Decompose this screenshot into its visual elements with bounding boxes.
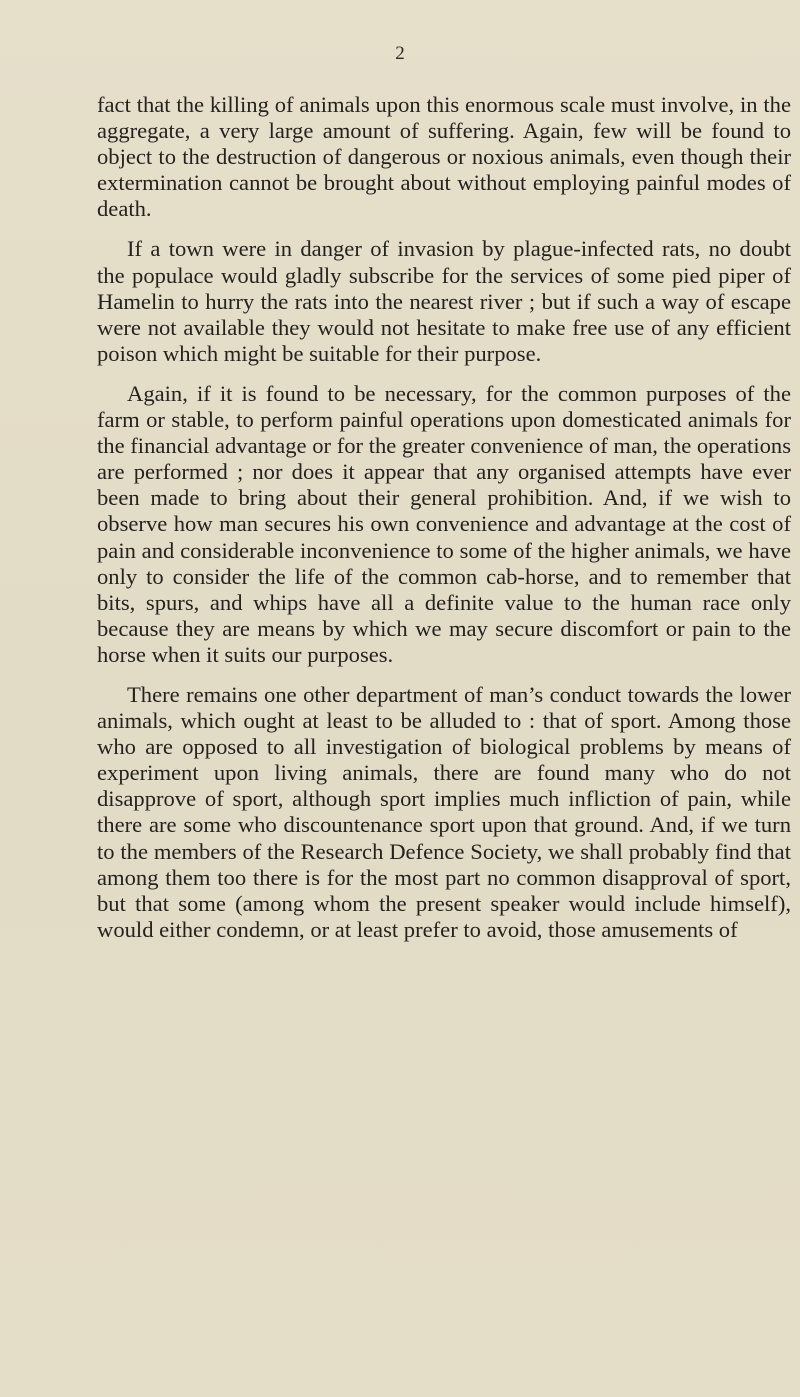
paragraph-2: If a town were in danger of invasion by plague-infected rats, no doubt the populace would gladly subscribe for the services of some pied piper of Hamelin to hurry the rats into the nearest river ; but if such a way of escape were not available they would not hesitate to make free use of any efficient poison which might be suitable for their purpose.: [97, 236, 791, 366]
body-text: [97, 92, 791, 957]
page-number: 2: [395, 43, 405, 64]
paragraph-1: fact that the killing of animals upon this enormous scale must involve, in the aggregate, a very large amount of suffering. Again, few will be found to object to the destruction of dangerous or noxious animals, even though their extermination cannot be brought about without employing painful modes of death.: [97, 92, 791, 222]
paragraph-3: Again, if it is found to be necessary, for the common purposes of the farm or stable, to perform painful operations upon domesticated animals for the financial advantage or for the greater convenience of man, the operations are performed ; nor does it appear that any organised attempts have ever been made to bring about their general prohibition. And, if we wish to observe how man secures his own convenience and advantage at the cost of pain and considerable inconvenience to some of the higher animals, we have only to consider the life of the common cab-horse, and to remember that bits, spurs, and whips have all a definite value to the human race only because they are means by which we may secure discomfort or pain to the horse when it suits our purposes.: [97, 380, 791, 667]
paragraph-4: There remains one other department of man’s conduct towards the lower animals, which ought at least to be alluded to : that of sport. Among those who are opposed to all investigation of biological problems by means of experiment upon living animals, there are found many who do not disapprove of sport, although sport implies much infliction of pain, while there are some who discountenance sport upon that ground. And, if we turn to the members of the Research Defence Society, we shall probably find that among them too there is for the most part no common disapproval of sport, but that some (among whom the present speaker would include himself), would either condemn, or at least prefer to avoid, those amusements of: [97, 681, 791, 942]
